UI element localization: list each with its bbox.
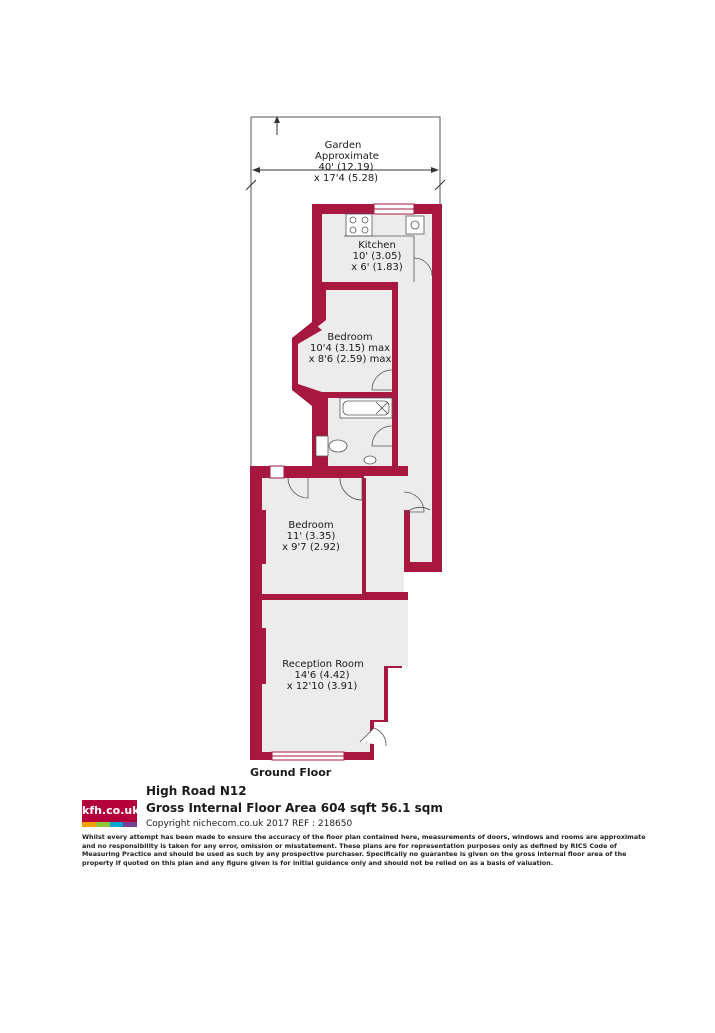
garden-approx: Approximate xyxy=(315,151,379,162)
bedroom1-length: 10'4 (3.15) max xyxy=(309,343,391,354)
stripe-blue xyxy=(110,822,124,827)
kitchen-width: x 6' (1.83) xyxy=(351,262,403,273)
bedroom1-name: Bedroom xyxy=(327,332,373,343)
floor-area: Gross Internal Floor Area 604 sqft 56.1 sqm xyxy=(146,801,443,815)
kitchen-name: Kitchen xyxy=(358,240,396,251)
logo-text: kfh.co.uk xyxy=(82,800,137,822)
bedroom2-name: Bedroom xyxy=(288,520,334,531)
disclaimer: Whilst every attempt has been made to ensure the accuracy of the floor plan contained here, measurements of doors, windows and rooms are approximate and no responsibility is taken for any error, omission or misstatement. These plans are for representation purposes only as defined by RICS Code of Measuring Practice and should be used as such by any prospective purchaser. Specifically no guarantee is given on the gross internal floor area of the property If quoted on this plan and any figure given is for initial guidance only and should not be relied on as a basis of valuation. xyxy=(82,833,646,867)
copyright: Copyright nichecom.co.uk 2017 REF : 218650 xyxy=(146,819,353,829)
kitchen-length: 10' (3.05) xyxy=(352,251,402,262)
reception-width: x 12'10 (3.91) xyxy=(286,681,358,692)
stripe-green xyxy=(96,822,110,827)
bedroom2-length: 11' (3.35) xyxy=(286,531,336,542)
floor-label: Ground Floor xyxy=(250,766,332,779)
kitchen-label xyxy=(351,240,403,273)
bedroom2-width: x 9'7 (2.92) xyxy=(282,542,340,553)
reception-length: 14'6 (4.42) xyxy=(294,670,350,681)
property-title: High Road N12 xyxy=(146,784,247,798)
bedroom2-label xyxy=(282,520,340,553)
garden-length: 40' (12.19) xyxy=(318,162,374,173)
stripe-purple xyxy=(123,822,137,827)
bedroom1-width: x 8'6 (2.59) max xyxy=(308,354,392,365)
reception-name: Reception Room xyxy=(282,659,364,670)
logo-stripe xyxy=(82,822,137,827)
kfh-logo[interactable] xyxy=(82,800,140,828)
stripe-orange xyxy=(82,822,96,827)
garden-name: Garden xyxy=(324,140,362,151)
garden-width: x 17'4 (5.28) xyxy=(313,173,379,184)
garden-label xyxy=(314,140,379,184)
